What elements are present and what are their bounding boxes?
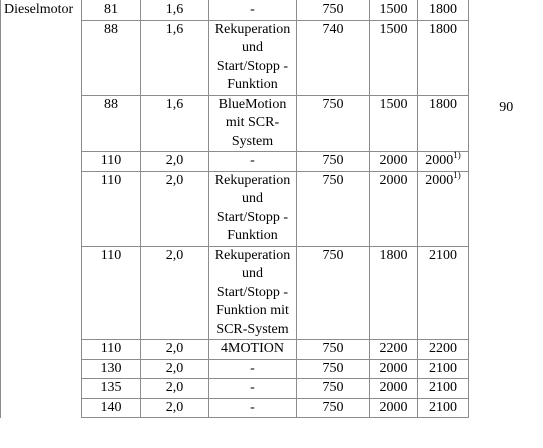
note-cell: - <box>209 359 297 379</box>
note-cell: Rekuperation und Start/Stopp - Funktion <box>209 20 297 95</box>
power-cell: 110 <box>82 171 141 246</box>
value-c-cell <box>418 359 469 379</box>
value-c-text: 2100 <box>429 380 457 395</box>
value-a-cell: 750 <box>297 246 370 340</box>
value-b-cell: 2000 <box>370 152 418 172</box>
value-b-cell: 2000 <box>370 171 418 246</box>
value-a-cell: 750 <box>297 398 370 418</box>
value-b-cell: 1500 <box>370 95 418 152</box>
table-row <box>1 379 543 399</box>
table-row <box>1 398 543 418</box>
value-a-cell: 740 <box>297 20 370 95</box>
value-c-text: 2200 <box>429 341 457 356</box>
value-b-cell: 1800 <box>370 246 418 340</box>
footnote-marker: 1) <box>453 169 461 180</box>
value-b-cell: 1500 <box>370 0 418 20</box>
value-a-cell: 750 <box>297 0 370 20</box>
value-c-text: 1800 <box>429 2 457 17</box>
value-c-cell <box>418 398 469 418</box>
power-cell: 110 <box>82 152 141 172</box>
power-cell: 130 <box>82 359 141 379</box>
group-label-cell: Dieselmotor <box>1 0 82 418</box>
value-a-cell: 750 <box>297 379 370 399</box>
table-row <box>1 171 543 246</box>
summary-value-cell <box>469 0 543 418</box>
displacement-cell: 1,6 <box>141 20 209 95</box>
value-c-cell <box>418 340 469 360</box>
value-c-text: 2100 <box>429 247 457 263</box>
summary-value: 90 <box>499 99 514 115</box>
table-row <box>1 246 543 340</box>
value-c-text: 1800 <box>429 96 457 112</box>
value-c-cell <box>418 95 469 152</box>
displacement-cell: 2,0 <box>141 359 209 379</box>
table-row <box>1 340 543 360</box>
table-row <box>1 0 543 20</box>
value-b-cell: 1500 <box>370 20 418 95</box>
note-cell: 4MOTION <box>209 340 297 360</box>
displacement-cell: 2,0 <box>141 398 209 418</box>
value-c-cell <box>418 0 469 20</box>
displacement-cell: 2,0 <box>141 246 209 340</box>
power-cell: 110 <box>82 340 141 360</box>
value-c-text: 2000 <box>425 172 454 188</box>
value-a-cell: 750 <box>297 359 370 379</box>
note-cell: BlueMotion mit SCR- System <box>209 95 297 152</box>
power-cell: 135 <box>82 379 141 399</box>
power-cell: 88 <box>82 20 141 95</box>
value-a-cell: 750 <box>297 340 370 360</box>
note-cell: - <box>209 379 297 399</box>
note-cell: - <box>209 398 297 418</box>
value-b-cell: 2000 <box>370 379 418 399</box>
table-body <box>1 0 543 418</box>
table-row <box>1 359 543 379</box>
table-row <box>1 95 543 152</box>
value-c-text: 1800 <box>429 21 457 37</box>
displacement-cell: 2,0 <box>141 152 209 172</box>
table-row <box>1 20 543 95</box>
value-c-text: 2100 <box>429 360 457 376</box>
value-c-cell <box>418 379 469 399</box>
note-cell: - <box>209 0 297 20</box>
value-a-cell: 750 <box>297 152 370 172</box>
note-cell: - <box>209 152 297 172</box>
value-b-cell: 2000 <box>370 398 418 418</box>
value-c-cell <box>418 246 469 340</box>
displacement-cell: 2,0 <box>141 379 209 399</box>
power-cell: 140 <box>82 398 141 418</box>
displacement-cell: 2,0 <box>141 171 209 246</box>
note-cell: Rekuperation und Start/Stopp - Funktion mit SCR-System <box>209 246 297 340</box>
power-cell: 88 <box>82 95 141 152</box>
table-row <box>1 152 543 172</box>
power-cell: 110 <box>82 246 141 340</box>
value-b-cell: 2000 <box>370 359 418 379</box>
value-a-cell: 750 <box>297 95 370 152</box>
footnote-marker: 1) <box>453 150 461 160</box>
value-c-text: 2100 <box>429 399 457 415</box>
displacement-cell: 1,6 <box>141 95 209 152</box>
note-cell: Rekuperation und Start/Stopp - Funktion <box>209 171 297 246</box>
power-cell: 81 <box>82 0 141 20</box>
value-c-cell <box>418 171 469 246</box>
displacement-cell: 2,0 <box>141 340 209 360</box>
value-b-cell: 2200 <box>370 340 418 360</box>
value-a-cell: 750 <box>297 171 370 246</box>
value-c-cell <box>418 152 469 172</box>
value-c-cell <box>418 20 469 95</box>
value-c-text: 2000 <box>425 153 454 168</box>
displacement-cell: 1,6 <box>141 0 209 20</box>
